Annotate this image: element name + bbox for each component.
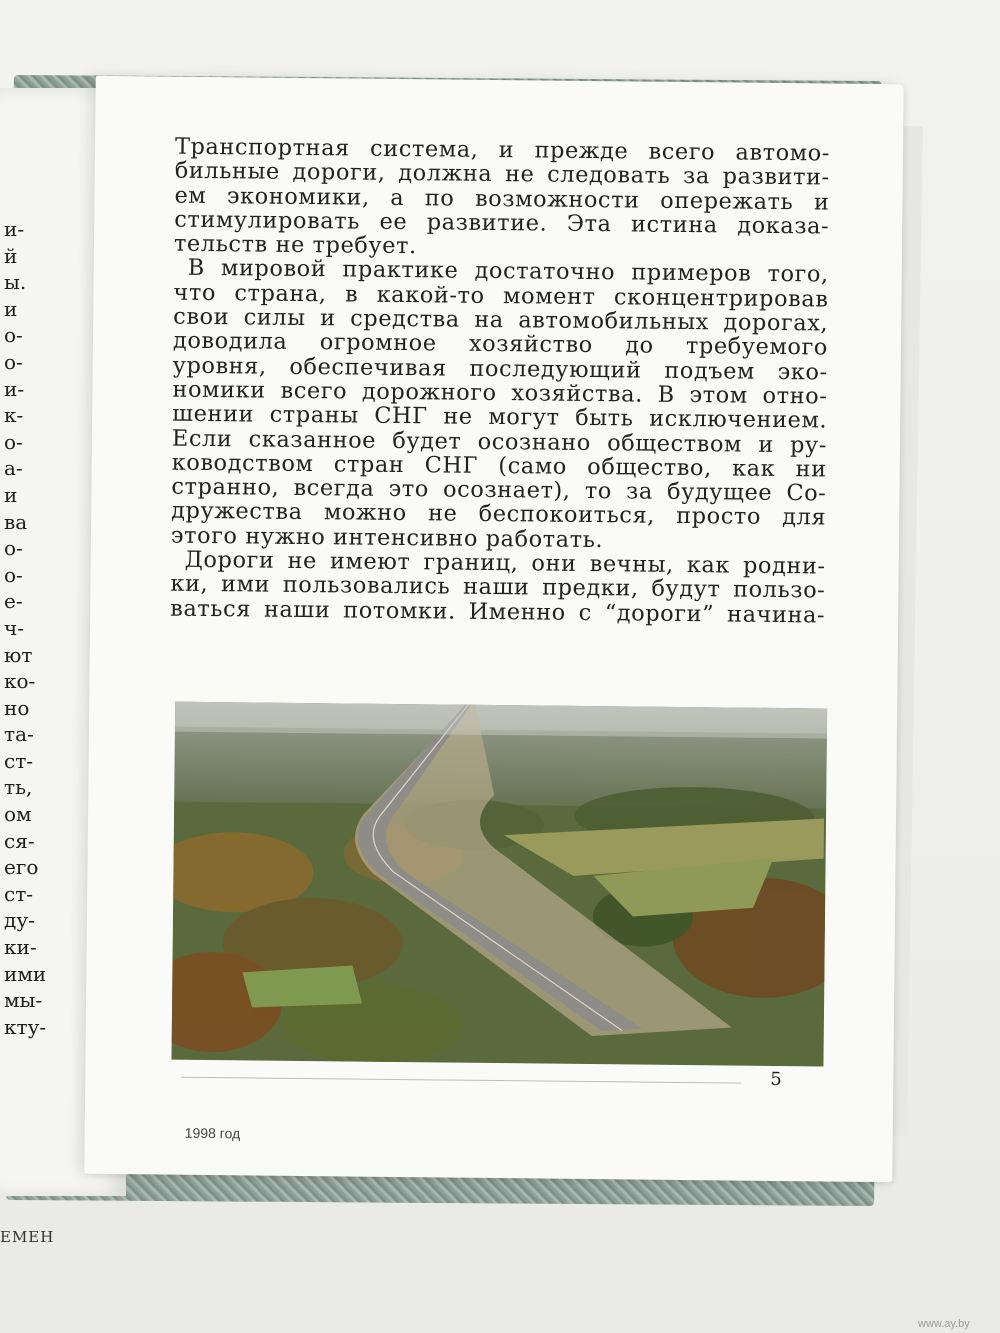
text-line: доводила огромное хозяйство до требуемого [172, 327, 829, 361]
text-line: что страна, в какой-то момент сконцентрировав [173, 279, 829, 313]
left-page-line: о- [4, 429, 23, 454]
text-line: ем экономики, а по возможности опережать и [174, 182, 830, 216]
text-line: Дороги не имеют границ, они вечны, как родни- [184, 546, 826, 580]
text-line: В мировой практике достаточно примеров того, [187, 255, 829, 288]
left-page-line: е- [4, 589, 23, 614]
text-line: тельств не требует. [173, 230, 417, 260]
left-page-line: а- [4, 456, 23, 481]
left-page-line: ду- [4, 908, 35, 933]
left-page-line: та- [4, 722, 34, 747]
left-page-line: о- [4, 562, 23, 587]
left-page-line: ко- [4, 669, 36, 694]
text-line: свои силы и средства на автомобильных дорогах, [173, 303, 829, 337]
text-line: странно, всегда это осознает), то за будущее Со- [171, 473, 827, 507]
left-page-line: кту- [4, 1014, 47, 1039]
text-line: Если сказанное будет осознано обществом и ру- [171, 425, 828, 459]
left-page-line: о- [4, 349, 23, 374]
text-line: этого нужно интенсивно работать. [170, 522, 604, 553]
page-number: 5 [770, 1068, 782, 1091]
left-page-line: ы. [4, 270, 27, 295]
text-line: ководством стран СНГ (само общество, как ни [171, 449, 827, 483]
right-page [84, 76, 903, 1182]
text-line: номики всего дорожного хозяйства. В этом отно- [172, 376, 828, 410]
left-page-footer: ЕМЕН [0, 1228, 55, 1246]
footer-year: 1998 год [184, 1124, 241, 1142]
left-page-line: ч- [4, 615, 24, 640]
text-line: ки, ими пользовались наши предки, будут пользо- [170, 570, 826, 604]
text-line: уровня, обеспечивая последующий подъем эко- [172, 352, 828, 386]
text-line: бильные дороги, должна не следовать за развити- [174, 157, 830, 191]
left-page-line: ст- [4, 881, 34, 906]
watermark: www.ay.by [918, 1318, 970, 1330]
left-page-line: о- [4, 536, 23, 561]
left-page-line: и- [4, 217, 25, 241]
footer-rule [181, 1077, 741, 1084]
body-text [170, 135, 830, 628]
text-line: Транспортная система, и прежде всего автомо- [174, 133, 831, 167]
text-line: стимулировать ее развитие. Эта истина доказа- [174, 206, 830, 240]
left-page-text [4, 216, 47, 1040]
left-page-line: ва [4, 509, 28, 534]
left-page-line: й [4, 243, 18, 268]
text-line: дружества можно не беспокоиться, просто для [171, 498, 827, 531]
text-line: ваться наши потомки. Именно с “дороги” начина- [170, 595, 826, 629]
left-page-line: ки- [4, 935, 37, 960]
left-page-line: но [4, 695, 30, 720]
left-page-line: ом [4, 802, 32, 827]
left-page-line: мы- [4, 988, 43, 1013]
aerial-road-illustration [171, 702, 827, 1067]
left-page-line: ся- [4, 828, 35, 853]
left-page-line: и- [4, 376, 25, 401]
left-page-line: и [4, 482, 18, 507]
left-page-line: ть, [4, 775, 33, 800]
left-page-line: его [4, 855, 39, 880]
left-page-line: ст- [4, 748, 34, 773]
text-line: шении страны СНГ не могут быть исключением. [172, 400, 828, 434]
left-page-line: о- [4, 323, 23, 348]
left-page-line: ими [4, 961, 47, 986]
left-page-line: к- [4, 403, 24, 428]
left-page-line: и [4, 296, 18, 321]
left-page-line: ют [4, 642, 33, 667]
aerial-road-photo [171, 702, 827, 1067]
